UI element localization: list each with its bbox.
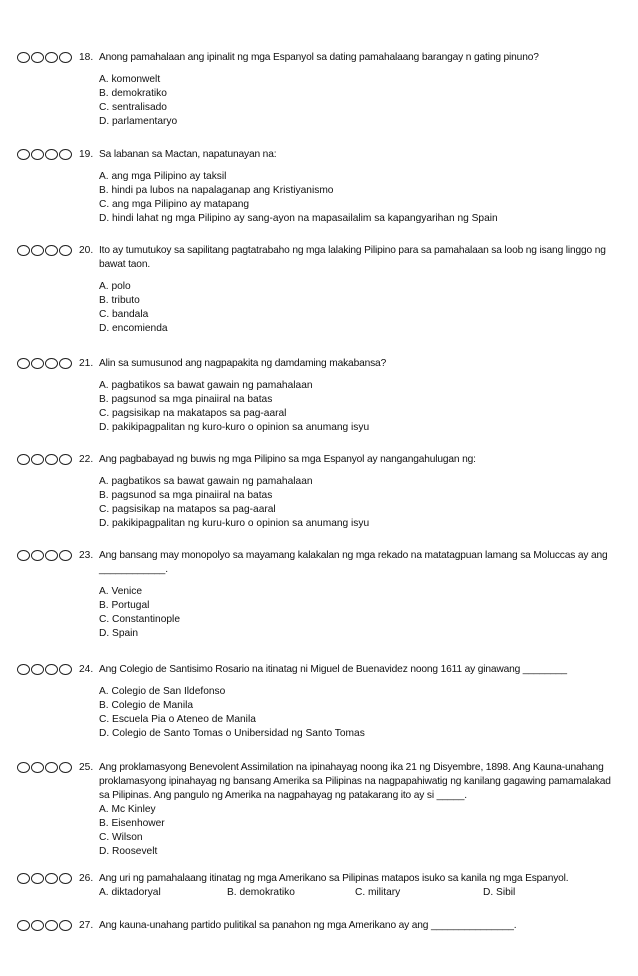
answer-bubble[interactable] (17, 52, 30, 63)
question-4 (17, 453, 617, 531)
question-number: 22. (79, 454, 94, 465)
choice-option: A. pagbatikos sa bawat gawain ng pamahalaan (99, 476, 313, 487)
question-8 (17, 872, 617, 900)
answer-bubble[interactable] (31, 550, 44, 561)
answer-bubble[interactable] (31, 358, 44, 369)
answer-bubble[interactable] (59, 149, 72, 160)
answer-bubble[interactable] (45, 245, 58, 256)
answer-bubble[interactable] (59, 762, 72, 773)
question-row (17, 51, 617, 65)
question-stem: Sa labanan sa Mactan, napatunayan na: (99, 149, 277, 160)
question-number: 27. (79, 920, 94, 931)
choice-option: D. Colegio de Santo Tomas o Unibersidad ng Santo Tomas (99, 728, 365, 739)
question-9 (17, 919, 617, 933)
choice-option: C. sentralisado (99, 102, 167, 113)
choice-list (99, 585, 617, 641)
question-stem: Alin sa sumusunod ang nagpapakita ng damdaming makabansa? (99, 358, 387, 369)
question-number: 21. (79, 358, 94, 369)
answer-bubble[interactable] (31, 52, 44, 63)
question-stem: Anong pamahalaan ang ipinalit ng mga Espanyol sa dating pamahalaang barangay n gating pinuno? (99, 52, 539, 63)
answer-bubbles (17, 453, 79, 465)
answer-bubble[interactable] (31, 245, 44, 256)
choice-option: C. pagsisikap na matapos sa pag-aaral (99, 504, 276, 515)
question-row (17, 919, 617, 933)
choice-option: D. pakikipagpalitan ng kuro-kuro o opinion sa anumang isyu (99, 422, 370, 433)
question-7 (17, 761, 617, 859)
answer-bubble[interactable] (45, 149, 58, 160)
answer-bubble[interactable] (17, 550, 30, 561)
answer-bubble[interactable] (31, 664, 44, 675)
choice-option: D. pakikipagpalitan ng kuru-kuro o opinion sa anumang isyu (99, 518, 370, 529)
question-stem: Ito ay tumutukoy sa sapilitang pagtatrabaho ng mga lalaking Pilipino para sa pamahalaan sa loob ng isang linggo ng bawat taon. (99, 245, 606, 270)
choice-option: C. Constantinople (99, 614, 180, 625)
choice-option: C. military (355, 887, 401, 898)
question-number: 26. (79, 873, 94, 884)
choice-list (99, 170, 617, 226)
choice-list (99, 73, 617, 129)
answer-bubble[interactable] (45, 358, 58, 369)
question-2 (17, 244, 617, 336)
choice-list (99, 280, 617, 336)
answer-bubble[interactable] (17, 920, 30, 931)
choice-option: B. demokratiko (227, 887, 295, 898)
choice-option: A. ang mga Pilipino ay taksil (99, 171, 227, 182)
answer-bubble[interactable] (31, 762, 44, 773)
answer-bubbles (17, 919, 79, 931)
choice-option: B. pagsunod sa mga pinaiiral na batas (99, 394, 273, 405)
question-row (17, 244, 617, 272)
choice-option: C. ang mga Pilipino ay matapang (99, 199, 250, 210)
choice-option: D. encomienda (99, 323, 168, 334)
choice-option: A. pagbatikos sa bawat gawain ng pamahalaan (99, 380, 313, 391)
question-stem: Ang bansang may monopolyo sa mayamang kalakalan ng mga rekado na matatagpuan lamang sa Moluccas ay ang ____________. (99, 550, 608, 575)
answer-bubbles (17, 357, 79, 369)
choice-option: B. demokratiko (99, 88, 167, 99)
choice-option: C. pagsisikap na makatapos sa pag-aaral (99, 408, 287, 419)
answer-bubbles (17, 148, 79, 160)
question-row (17, 453, 617, 467)
answer-bubble[interactable] (31, 149, 44, 160)
choice-option: C. Escuela Pia o Ateneo de Manila (99, 714, 256, 725)
choice-option: A. komonwelt (99, 74, 161, 85)
choice-option: D. Sibil (483, 887, 516, 898)
choice-option: B. Eisenhower (99, 818, 165, 829)
choice-list (99, 475, 617, 531)
answer-bubble[interactable] (17, 762, 30, 773)
answer-bubbles (17, 51, 79, 63)
answer-bubble[interactable] (59, 454, 72, 465)
answer-bubble[interactable] (59, 550, 72, 561)
choice-option: B. hindi pa lubos na napalaganap ang Kristiyanismo (99, 185, 334, 196)
question-1 (17, 148, 617, 226)
answer-bubbles (17, 761, 79, 773)
answer-bubble[interactable] (45, 52, 58, 63)
answer-bubble[interactable] (59, 664, 72, 675)
question-stem: Ang kauna-unahang partido pulitikal sa panahon ng mga Amerikano ay ang _______________. (99, 920, 517, 931)
question-number: 23. (79, 550, 94, 561)
answer-bubble[interactable] (17, 149, 30, 160)
question-row (17, 761, 617, 803)
choice-list (99, 379, 617, 435)
answer-bubble[interactable] (17, 664, 30, 675)
answer-bubbles (17, 663, 79, 675)
answer-bubble[interactable] (59, 873, 72, 884)
choice-list (99, 685, 617, 741)
choice-option: D. hindi lahat ng mga Pilipino ay sang-ayon na mapasailalim sa kapangyarihan ng Spain (99, 213, 498, 224)
question-number: 18. (79, 52, 94, 63)
question-row (17, 872, 617, 886)
answer-bubble[interactable] (45, 550, 58, 561)
answer-bubble[interactable] (17, 358, 30, 369)
answer-bubble[interactable] (45, 920, 58, 931)
answer-bubble[interactable] (59, 920, 72, 931)
question-number: 19. (79, 149, 94, 160)
answer-bubble[interactable] (17, 873, 30, 884)
answer-bubble[interactable] (59, 358, 72, 369)
question-stem: Ang uri ng pamahalaang itinatag ng mga Amerikano sa Pilipinas matapos isuko sa kanila ng mga Espanyol. (99, 873, 569, 884)
choice-option: D. parlamentaryo (99, 116, 178, 127)
choice-option: C. bandala (99, 309, 149, 320)
choice-option: D. Spain (99, 628, 139, 639)
question-number: 24. (79, 664, 94, 675)
answer-bubbles (17, 549, 79, 561)
choice-option: B. Colegio de Manila (99, 700, 194, 711)
question-0 (17, 51, 617, 129)
answer-bubble[interactable] (59, 52, 72, 63)
question-row (17, 549, 617, 577)
choice-option: B. Portugal (99, 600, 150, 611)
choice-option: A. Colegio de San Ildefonso (99, 686, 226, 697)
question-6 (17, 663, 617, 741)
question-number: 25. (79, 762, 94, 773)
choice-option: A. Venice (99, 586, 143, 597)
question-row (17, 663, 617, 677)
choice-option: B. tributo (99, 295, 140, 306)
question-row (17, 148, 617, 162)
answer-bubbles (17, 244, 79, 256)
question-stem: Ang proklamasyong Benevolent Assimilation na ipinahayag noong ika 21 ng Disyembre, 1898. Ang Kauna-unahang proklamasyong ipinahayag ng bansang Amerika sa Pilipinas na nagpapahiwatig ng kanilang gagawing pamamalakad sa Pilipinas. Ang pangulo ng Amerika na nagpahayag ng patakarang ito ay si _____. (99, 762, 611, 801)
answer-bubble[interactable] (17, 454, 30, 465)
choice-option: A. diktadoryal (99, 887, 161, 898)
question-number: 20. (79, 245, 94, 256)
question-row (17, 357, 617, 371)
answer-bubble[interactable] (45, 664, 58, 675)
question-stem: Ang pagbabayad ng buwis ng mga Pilipino sa mga Espanyol ay nangangahulugan ng: (99, 454, 476, 465)
choice-option: D. Roosevelt (99, 846, 158, 857)
answer-bubble[interactable] (45, 873, 58, 884)
choice-option: A. Mc Kinley (99, 804, 156, 815)
answer-bubble[interactable] (17, 245, 30, 256)
choice-list (99, 803, 617, 859)
answer-bubble[interactable] (45, 454, 58, 465)
choice-option: C. Wilson (99, 832, 143, 843)
answer-bubble[interactable] (31, 920, 44, 931)
answer-bubble[interactable] (31, 873, 44, 884)
choice-list (99, 886, 617, 900)
question-stem: Ang Colegio de Santisimo Rosario na itinatag ni Miguel de Buenavidez noong 1611 ay ginawang ________ (99, 664, 567, 675)
choice-option: A. polo (99, 281, 131, 292)
question-5 (17, 549, 617, 641)
question-3 (17, 357, 617, 435)
answer-bubble[interactable] (59, 245, 72, 256)
answer-bubble[interactable] (45, 762, 58, 773)
answer-bubble[interactable] (31, 454, 44, 465)
answer-bubbles (17, 872, 79, 884)
choice-option: B. pagsunod sa mga pinaiiral na batas (99, 490, 273, 501)
